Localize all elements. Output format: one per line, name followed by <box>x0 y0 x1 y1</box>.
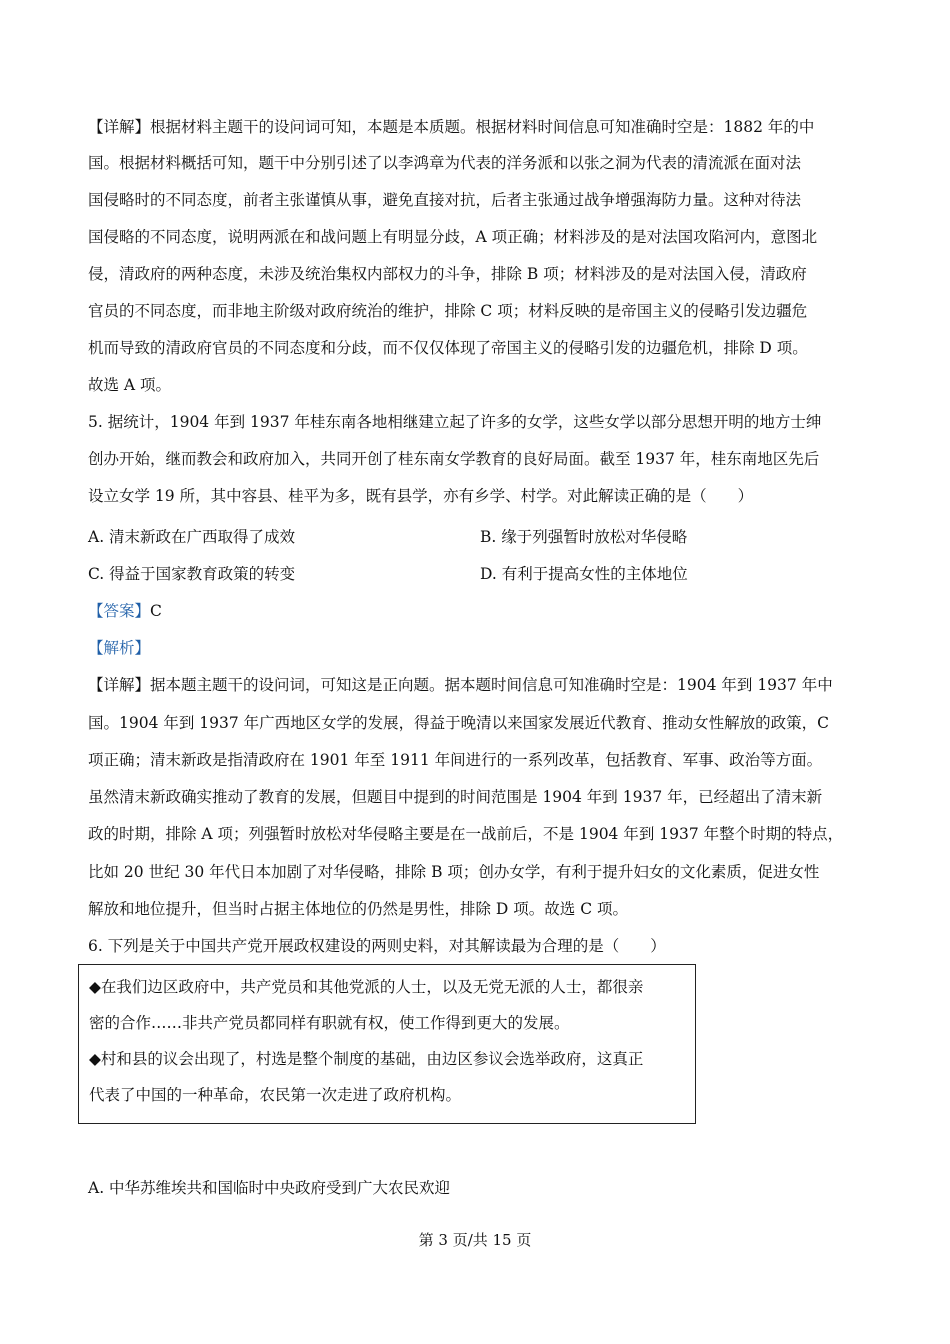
q5-detail-line-3: 项正确；清末新政是指清政府在 1901 年至 1911 年间进行的一系列改革，包括教育、军事、政治等方面。 <box>88 751 823 769</box>
q6-material-line-3: ◆村和县的议会出现了，村选是整个制度的基础，由边区参议会选举政府，这真正 <box>89 1050 644 1068</box>
q5-stem-line-1: 5. 据统计，1904 年到 1937 年桂东南各地相继建立起了许多的女学，这些女学以部分思想开明的地方士绅 <box>88 413 822 431</box>
q6-option-a: A. 中华苏维埃共和国临时中央政府受到广大农民欢迎 <box>88 1179 451 1197</box>
q5-detail-line-6: 比如 20 世纪 30 年代日本加剧了对华侵略，排除 B 项；创办女学，有利于提升妇女的文化素质，促进女性 <box>88 863 820 881</box>
q5-detail-line-1: 【详解】据本题主题干的设问词，可知这是正向题。据本题时间信息可知准确时空是：1904 年到 1937 年中 <box>88 676 833 694</box>
q5-detail-line-7: 解放和地位提升，但当时占据主体地位的仍然是男性，排除 D 项。故选 C 项。 <box>88 900 628 918</box>
prev-detail-line-8: 故选 A 项。 <box>88 376 172 394</box>
detail-label: 【详解】 <box>88 676 151 694</box>
prev-detail-line-2: 国。根据材料概括可知，题干中分别引述了以李鸿章为代表的洋务派和以张之洞为代表的清流派在面对法 <box>88 154 802 172</box>
page-footer: 第 3 页/共 15 页 <box>418 1231 532 1249</box>
q5-stem-line-3: 设立女学 19 所，其中容县、桂平为多，既有县学，亦有乡学、村学。对此解读正确的是（ ） <box>88 487 754 505</box>
prev-detail-line-1: 【详解】根据材料主题干的设问词可知，本题是本质题。根据材料时间信息可知准确时空是：1882 年的中 <box>88 118 815 136</box>
q5-detail-line-2: 国。1904 年到 1937 年广西地区女学的发展，得益于晚清以来国家发展近代教育、推动女性解放的政策，C <box>88 714 830 732</box>
q6-material-line-1: ◆在我们边区政府中，共产党员和其他党派的人士，以及无党无派的人士，都很亲 <box>89 978 644 996</box>
q5-answer <box>88 601 162 621</box>
q5-option-a: A. 清末新政在广西取得了成效 <box>88 528 296 546</box>
q6-material-box <box>78 964 696 1124</box>
prev-detail-line-6: 官员的不同态度，而非地主阶级对政府统治的维护，排除 C 项；材料反映的是帝国主义的侵略引发边疆危 <box>88 302 808 320</box>
prev-detail-line-5: 侵，清政府的两种态度，未涉及统治集权内部权力的斗争，排除 B 项；材料涉及的是对法国入侵，清政府 <box>88 265 807 283</box>
q6-stem: 6. 下列是关于中国共产党开展政权建设的两则史料，对其解读最为合理的是（ ） <box>88 937 666 955</box>
prev-detail-line-3: 国侵略时的不同态度，前者主张谨慎从事，避免直接对抗，后者主张通过战争增强海防力量。这种对待法 <box>88 191 802 209</box>
answer-value: C <box>150 602 162 620</box>
detail-label: 【详解】 <box>88 118 151 136</box>
q5-stem-line-2: 创办开始，继而教会和政府加入，共同开创了桂东南女学教育的良好局面。截至 1937 年，桂东南地区先后 <box>88 450 820 468</box>
q5-detail-line-4: 虽然清末新政确实推动了教育的发展，但题目中提到的时间范围是 1904 年到 1937 年，已经超出了清末新 <box>88 788 823 806</box>
answer-label: 【答案】 <box>88 602 151 620</box>
q5-option-b: B. 缘于列强暂时放松对华侵略 <box>480 528 688 546</box>
q5-option-c: C. 得益于国家教育政策的转变 <box>88 565 296 583</box>
prev-detail-line-4: 国侵略的不同态度，说明两派在和战问题上有明显分歧，A 项正确；材料涉及的是对法国攻陷河内，意图北 <box>88 228 818 246</box>
q5-analysis-label: 【解析】 <box>88 639 151 657</box>
q5-detail-line-5: 政的时期，排除 A 项；列强暂时放松对华侵略主要是在一战前后，不是 1904 年到 1937 年整个时期的特点， <box>88 825 844 843</box>
q6-material-line-4: 代表了中国的一种革命，农民第一次走进了政府机构。 <box>89 1086 462 1104</box>
prev-detail-line-7: 机而导致的清政府官员的不同态度和分歧，而不仅仅体现了帝国主义的侵略引发的边疆危机，排除 D 项。 <box>88 339 808 357</box>
q6-material-line-2: 密的合作……非共产党员都同样有职就有权，使工作得到更大的发展。 <box>89 1014 570 1032</box>
q5-option-d: D. 有利于提高女性的主体地位 <box>480 565 688 583</box>
